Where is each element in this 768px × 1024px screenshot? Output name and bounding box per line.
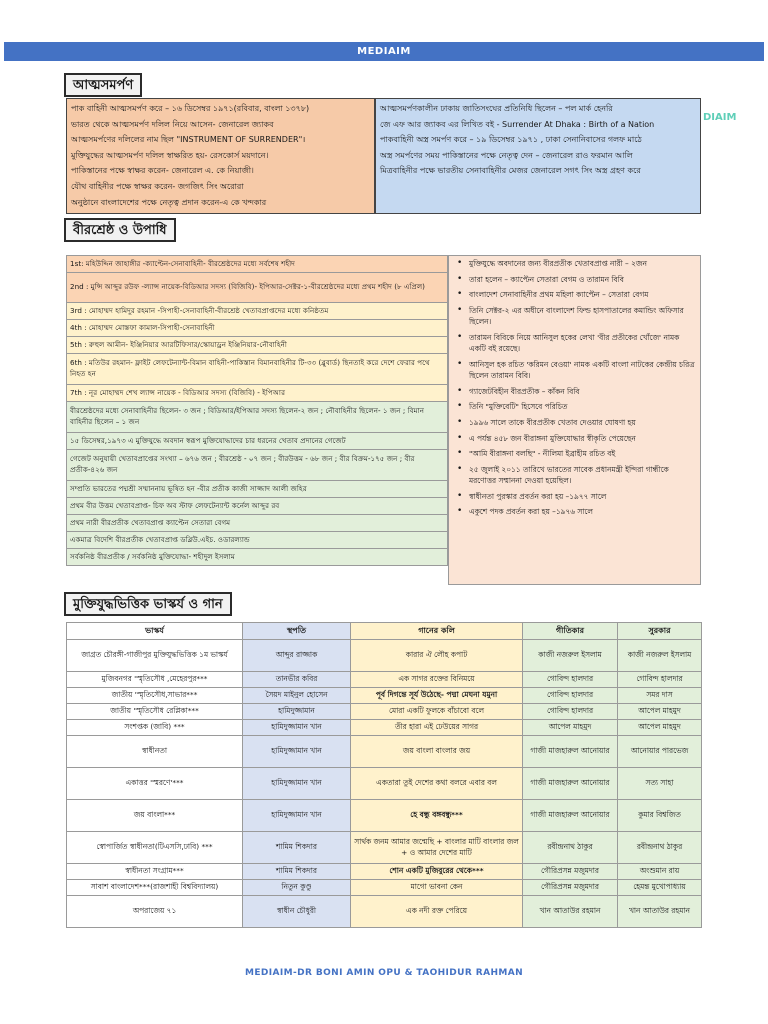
cell-composer: আনোয়ার পারভেজ <box>618 736 702 768</box>
cell-song: জয় বাংলা বাংলার জয় <box>351 736 523 768</box>
cell-composer: আপেল মাহমুদ <box>618 720 702 736</box>
cell-song: মোরা একটি ফুলকে বাঁচাবো বলে <box>351 704 523 720</box>
surrender-right-line: মিত্রবাহিনীর পক্ষে ভারতীয় সেনাবাহিনীর মেজর জেনারেল সগৎ সিং অস্ত্র গ্রহণ করে <box>380 166 641 176</box>
hero-row: সর্বকনিষ্ঠ বীরপ্রতীক / সর্বকনিষ্ঠ মুক্তিযোদ্ধা- শহীদুল ইসলাম <box>67 549 448 566</box>
cell-sculpture: স্বোপার্জিত স্বাধীনতা(টিএসসি,ঢাবি) *** <box>67 832 243 864</box>
cell-architect: হামিদুজ্জামান খান <box>243 736 351 768</box>
column-header: গীতিকার <box>523 623 618 640</box>
cell-architect: স্বাধীন চৌধুরী <box>243 896 351 928</box>
hero-row: বীরশ্রেষ্ঠদের মধ্যে সেনাবাহিনীর ছিলেন- ৩ জন ; বিডিআর/ইপিআর সদস্য ছিলেন-২ জন ; নৌবাহিনীর ছিলেন- ১ জন ; বিমান বাহিনীর ছিলেন – ১ জন <box>67 402 448 433</box>
hero-row: 2nd : মুন্সি আব্দুর রউফ -ল্যান্স নায়েক-বিডিআর সদস্য (বিজিবি)- ইপিআর-সেক্টর-১-বীরশ্রেষ্ঠদের মধ্যে প্রথম শহীদ (৮ এপ্রিল) <box>67 273 448 303</box>
cell-lyricist: গৌরিপ্রসন্ন মজুমদার <box>523 864 618 880</box>
cell-architect: নিতুন কুণ্ডু <box>243 880 351 896</box>
surrender-right-line: পাকবাহিনী অস্ত্র সমর্পণ করে – ১৯ ডিসেম্বর ১৯৭১ , ঢাকা সেনানিবাসের গলফ মাঠে <box>380 135 642 145</box>
cell-architect: হামিদুজ্জামান <box>243 704 351 720</box>
table-row <box>67 672 702 688</box>
bullet-item: • বাংলাদেশ সেনাবাহিনীর প্রথম মহিলা ক্যাপ্টেন – সেতারা বেগম <box>469 289 696 300</box>
hero-row: 4th : মোহাম্মদ মোস্তফা কামাল-সিপাহী-সেনাবাহিনী <box>67 320 448 337</box>
bullet-item: • গ্যাজেটবিহীন বীরপ্রতীক – কাঁকন বিবি <box>469 386 696 397</box>
table-row <box>67 640 702 672</box>
column-header: সুরকার <box>618 623 702 640</box>
section-title-surrender: আত্মসমর্পণ <box>64 73 142 97</box>
sculpture-song-table <box>66 622 702 928</box>
cell-architect: শামিম শিকদার <box>243 832 351 864</box>
surrender-right-line: জে এফ আর জ্যাকব এর লিখিত বই - Surrender At Dhaka : Birth of a Nation <box>380 119 655 129</box>
cell-architect: শামিম শিকদার <box>243 864 351 880</box>
hero-row: গেজেট অনুযায়ী খেতাবপ্রাপ্তের সংখ্যা – ৬৭৬ জন ; বীরশ্রেষ্ঠ - ০৭ জন ; বীরউত্তম - ৬৮ জন ; বীর বিক্রম-১৭৫ জন ; বীর প্রতীক-৪২৬ জন <box>67 450 448 481</box>
table-row <box>67 768 702 800</box>
cell-sculpture: মুজিবনগর 'স্মৃতিসৌধ ,মেহেরপুর*** <box>67 672 243 688</box>
cell-song: শোন একটি মুজিবুরের থেকে*** <box>351 864 523 880</box>
bullet-item: • তিনি "মুক্তিবেটি" হিসেবে পরিচিত <box>469 401 696 412</box>
hero-row: 7th : নূর মোহাম্মদ শেখ ল্যান্স নায়েক - বিডিআর সদস্য (বিজিবি) - ইপিআর <box>67 385 448 402</box>
cell-composer: খান আতাউর রহমান <box>618 896 702 928</box>
cell-architect: হামিদুজ্জামান খান <box>243 800 351 832</box>
cell-composer: রবীন্দ্রনাথ ঠাকুর <box>618 832 702 864</box>
table-row <box>67 896 702 928</box>
bullet-item: • স্বাধীনতা পুরস্কার প্রবর্তন করা হয় –১৯৭৭ সালে <box>469 491 696 502</box>
surrender-left-line: যৌথ বাহিনীর পক্ষে স্বাক্ষর করেন- জগজিৎ সিং অরোরা <box>71 181 244 191</box>
hero-row: ১৫ ডিসেম্বর,১৯৭৩ এ মুক্তিযুদ্ধে অবদান স্বরূপ মুক্তিযোদ্ধাদের চার ধরনের খেতাব প্রদানের গেজেট <box>67 433 448 450</box>
cell-lyricist: গাজী মাজহারুল আনোয়ার <box>523 768 618 800</box>
cell-lyricist: গোবিন্দ হালদার <box>523 672 618 688</box>
hero-row: প্রথম নারী বীরপ্রতীক খেতাবপ্রাপ্ত ক্যাপ্টেন সেতারা বেগম <box>67 515 448 532</box>
cell-composer: আপেল মাহমুদ <box>618 704 702 720</box>
table-row <box>67 864 702 880</box>
surrender-left-box <box>66 98 375 214</box>
cell-sculpture: স্বাধীনতা সংগ্রাম*** <box>67 864 243 880</box>
table-row <box>67 736 702 768</box>
cell-song: এক সাগর রক্তের বিনিময়ে <box>351 672 523 688</box>
bullet-item: • ১৯৯৬ সালে তাকে বীরপ্রতীক খেতাব দেওয়ার ঘোষণা হয় <box>469 417 696 428</box>
surrender-right-line: আত্মসমর্পণকালীন ঢাকায় জাতিসংঘের প্রতিনিধি ছিলেন – পল মার্ক হেনরি <box>380 104 613 113</box>
hero-row: সম্প্রতি ভারতের পদ্মশ্রী সম্মাননায় ভূষিত হন -বীর প্রতীক কাজী সাজ্জাদ আলী জহির <box>67 481 448 498</box>
table-row <box>67 880 702 896</box>
column-header: ভাস্কর্য <box>67 623 243 640</box>
cell-song: মাগো ভাবনা কেন <box>351 880 523 896</box>
cell-lyricist: গাজী মাজহারুল আনোয়ার <box>523 736 618 768</box>
table-row <box>67 704 702 720</box>
bullet-item: • মুক্তিযুদ্ধে অবদানের জন্য বীরপ্রতীক খেতাবপ্রাপ্ত নারী – ২জন <box>469 258 696 269</box>
cell-song: সার্থক জনম আমার জন্মেছি + বাংলার মাটি বাংলার জল + ও আমার দেশের মাটি <box>351 832 523 864</box>
cell-architect: হামিদুজ্জামান খান <box>243 768 351 800</box>
cell-composer: কাজী নজরুল ইসলাম <box>618 640 702 672</box>
cell-song: একতারা তুই দেশের কথা বলরে এবার বল <box>351 768 523 800</box>
cell-composer: সত্য সাহা <box>618 768 702 800</box>
column-header: গানের কলি <box>351 623 523 640</box>
cell-sculpture: সাবাশ বাংলাদেশ***(রাজশাহী বিশ্ববিদ্যালয়) <box>67 880 243 896</box>
cell-composer: গোবিন্দ হালদার <box>618 672 702 688</box>
cell-composer: কুমার বিশ্বজিত <box>618 800 702 832</box>
bullet-item: • তারা হলেন – ক্যাপ্টেন সেতারা বেগম ও তারামন বিবি <box>469 274 696 285</box>
cell-song: এক নদী রক্ত পেরিয়ে <box>351 896 523 928</box>
surrender-left-line: ভারত থেকে আত্মসমর্পণ দলিল নিয়ে আসেন- জেনারেল জ্যাকব <box>71 119 274 129</box>
cell-lyricist: রবীন্দ্রনাথ ঠাকুর <box>523 832 618 864</box>
cell-composer: সমর দাস <box>618 688 702 704</box>
section-title-sculptures: মুক্তিযুদ্ধভিত্তিক ভাস্কর্য ও গান <box>64 592 232 616</box>
bullet-item: • তারামন বিবিকে নিয়ে আনিসুল হকের লেখা 'বীর প্রতীকের খোঁজে' নামক একটি বই রয়েছে। <box>469 332 696 355</box>
cell-song: হে বন্ধু বঙ্গবন্ধু*** <box>351 800 523 832</box>
cell-sculpture: অপরাজেয় ৭১ <box>67 896 243 928</box>
bullet-item: • একুশে পদক প্রবর্তন করা হয় –১৯৭৬ সালে <box>469 506 696 517</box>
bullet-item: • ২৫ জুলাই ২০১১ তারিখে ভারতের সাবেক প্রধানমন্ত্রী ইন্দিরা গান্ধীকে মরণোত্তর সম্মাননা দেওয়া হয়েছিল। <box>469 464 696 487</box>
cell-composer: হেমন্ত মুখোপাধ্যায় <box>618 880 702 896</box>
surrender-left-line: পাকিস্তানের পক্ষে স্বাক্ষর করেন- জেনারেল এ. কে নিয়াজী। <box>71 166 254 176</box>
cell-sculpture: একাত্তর 'স্মরণে'*** <box>67 768 243 800</box>
watermark-logo: DIAIM <box>703 112 737 123</box>
hero-row: 1st: মহিউদ্দিন জাহাঙ্গীর -ক্যাপ্টেন-সেনাবাহিনী- বীরশ্রেষ্ঠদের মধ্যে সর্বশেষ শহীদ <box>67 256 448 273</box>
hero-row: 3rd : মোহাম্মদ হামিদুর রহমান -সিপাহী-সেনাবাহিনী-বীরশ্রেষ্ঠ খেতাবপ্রাপ্তদের মধ্যে কনিষ্ঠতম <box>67 303 448 320</box>
table-row <box>67 832 702 864</box>
women-heroes-box <box>448 255 701 585</box>
cell-lyricist: গাজী মাজহারুল আনোয়ার <box>523 800 618 832</box>
cell-lyricist: কাজী নজরুল ইসলাম <box>523 640 618 672</box>
cell-song: পূর্ব দিগন্তে সূর্য উঠেছে- পদ্মা মেঘনা যমুনা <box>351 688 523 704</box>
cell-sculpture: জাতীয় 'স্মৃতিসৌধ রেপ্লিকা*** <box>67 704 243 720</box>
table-row <box>67 688 702 704</box>
surrender-right-line: অস্ত্র সমর্পণের সময় পাকিস্তানের পক্ষে নেতৃত্ব দেন – জেনারেল রাও ফরমান আলি <box>380 150 633 160</box>
cell-composer: অংশুমান রায় <box>618 864 702 880</box>
column-header: স্থপতি <box>243 623 351 640</box>
table-row <box>67 800 702 832</box>
cell-sculpture: জাতীয় 'স্মৃতিসৌধ,সাভার*** <box>67 688 243 704</box>
surrender-left-line: অনুষ্ঠানে বাংলাদেশের পক্ষে নেতৃত্ব প্রদান করেন-এ কে খন্দকার <box>71 197 267 207</box>
surrender-right-box <box>375 98 701 214</box>
cell-sculpture: স্বাধীনতা <box>67 736 243 768</box>
hero-row: প্রথম বীর উত্তম খেতাবপ্রাপ্ত- চিফ অব স্টাফ লেফটেন্যান্ট কর্নেল আব্দুর রব <box>67 498 448 515</box>
header-bar: MEDIAIM <box>4 42 764 61</box>
cell-lyricist: আপেল মাহমুদ <box>523 720 618 736</box>
cell-song: তীর হারা এই ঢেউয়ের সাগর <box>351 720 523 736</box>
cell-lyricist: গৌরিপ্রসন্ন মজুমদার <box>523 880 618 896</box>
bullet-item: • "আমি বীরাঙ্গনা বলছি" - নীলিমা ইব্রাহীম রচিত বই <box>469 448 696 459</box>
cell-sculpture: জাগ্রত চৌরঙ্গী-গাজীপুর মুক্তিযুদ্ধভিত্তিক ১ম ভাস্কর্য <box>67 640 243 672</box>
bullet-item: • এ পর্যন্ত ৪৫৮ জন বীরাঙ্গনা মুক্তিযোদ্ধার স্বীকৃতি পেয়েছেন <box>469 433 696 444</box>
bullet-item: • তিনি সেক্টর-২ এর অধীনে বাংলাদেশ ফিল্ড হাসপাতালের কমান্ডিং অফিসার ছিলেন। <box>469 305 696 328</box>
hero-row: একমাত্র বিদেশি বীরপ্রতীক খেতাবপ্রাপ্ত ডব্লিউ.এইচ. ওডারল্যান্ড <box>67 532 448 549</box>
bullet-item: • আনিসুল হক রচিত 'করিমন বেওয়া' নামক একটি বাংলা নাটকের কেন্দ্রীয় চরিত্র ছিলেন তারামন বিবি। <box>469 359 696 382</box>
cell-lyricist: খান আতাউর রহমান <box>523 896 618 928</box>
cell-architect: হামিদুজ্জামান খান <box>243 720 351 736</box>
hero-row: 6th : মতিউর রহমান- ফ্লাইট লেফটেন্যান্ট-বিমান বাহিনী-পাকিস্তান বিমানবাহিনীর টি-৩৩ (ব্লুবার্ড) ছিনতাই করে দেশে ফেরার পথে নিহত হন <box>67 354 448 385</box>
cell-song: কারার ঐ লৌহ কপাট <box>351 640 523 672</box>
cell-architect: আব্দুর রাজ্জাক <box>243 640 351 672</box>
cell-sculpture: সংশপ্তক (জাবি) *** <box>67 720 243 736</box>
cell-lyricist: গোবিন্দ হালদার <box>523 704 618 720</box>
heroes-table <box>66 255 448 566</box>
cell-sculpture: জয় বাংলা*** <box>67 800 243 832</box>
section-title-heroes: বীরশ্রেষ্ঠ ও উপাধি <box>64 218 176 242</box>
hero-row: 5th : রুহুল আমীন- ইঞ্জিনিয়ার আরটিফিসার/স্কোয়াড্রন ইঞ্জিনিয়ার-নৌবাহিনী <box>67 337 448 354</box>
cell-lyricist: গোবিন্দ হালদার <box>523 688 618 704</box>
surrender-left-line: পাক বাহিনী আত্মসমর্পণ করে – ১৬ ডিসেম্বর ১৯৭১(রবিবার, বাংলা ১৩৭৮) <box>71 104 310 113</box>
cell-architect: তানভীর কবির <box>243 672 351 688</box>
surrender-left-line: আত্মসমর্পণের দলিলের নাম ছিল "INSTRUMENT OF SURRENDER"। <box>71 135 306 145</box>
cell-architect: সৈয়দ মাইনুল হোসেন <box>243 688 351 704</box>
surrender-left-line: মুক্তিযুদ্ধের আত্মসমর্পণ দলিল স্বাক্ষরিত হয়- রেসকোর্স ময়দানে। <box>71 150 269 160</box>
footer-credit: MEDIAIM-DR BONI AMIN OPU & TAOHIDUR RAHMAN <box>244 968 524 978</box>
table-row <box>67 720 702 736</box>
